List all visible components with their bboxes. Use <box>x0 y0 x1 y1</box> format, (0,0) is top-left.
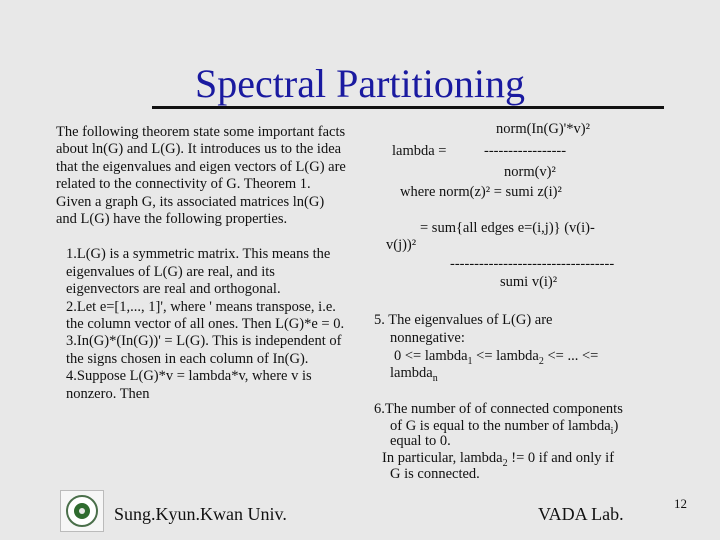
sum-line-2: v(j))² <box>386 237 417 253</box>
item-6-line-1: 6.The number of of connected components <box>374 401 623 417</box>
lambda-label: lambda = <box>392 143 447 159</box>
page-number: 12 <box>674 496 687 511</box>
sum-fraction-bar: ---------------------------------- <box>450 256 615 272</box>
item-5-line-4: lambda$_n$ <box>390 365 438 384</box>
right-column <box>360 0 660 540</box>
item-5-line-3: 0 <= lambda$_1$ <= lambda$_2$ <= ... <= <box>394 348 599 367</box>
sum-denominator: sumi v(i)² <box>500 274 558 290</box>
formula-numerator: norm(In(G)'*v)² <box>496 121 590 137</box>
list-item: 2.Let e=[1,..., 1]', where ' means transpose, i.e. the column vector of all ones. Then L(G)*e = 0. <box>66 298 345 333</box>
sum-line-1: = sum{all edges e=(i,j)} (v(i)- <box>420 220 595 236</box>
footer-lab: VADA Lab. <box>538 504 624 524</box>
item-5-line-2: nonnegative: <box>390 330 465 346</box>
footer-university: Sung.Kyun.Kwan Univ. <box>114 504 287 524</box>
fraction-bar: ----------------- <box>484 143 567 159</box>
university-logo <box>60 490 104 532</box>
item-6-line-2: of G is equal to the number of lambda$_i$) <box>390 418 619 437</box>
formula-denominator: norm(v)² <box>504 164 556 180</box>
list-item: 3.In(G)*(In(G))' = L(G). This is independent of the signs chosen in each column of In(G). <box>66 333 342 367</box>
where-line: where norm(z)² = sumi z(i)² <box>400 184 562 200</box>
list-item: 1.L(G) is a symmetric matrix. This means the eigenvalues of L(G) are real, and its eigenvectors are real and orthogonal. <box>66 246 331 298</box>
intro-paragraph: The following theorem state some important facts about ln(G) and L(G). It introduces us to the idea that the eigenvalues and eigen vectors of L(G) are related to the connectivity of G. Theorem 1. Given a graph G, its associated matrices ln(G) and L(G) have the following properties. <box>56 124 346 228</box>
item-6-line-4: In particular, lambda$_2$ != 0 if and only if <box>382 450 615 469</box>
item-6-line-5: G is connected. <box>390 466 480 482</box>
left-column <box>56 124 346 403</box>
list-item: 4.Suppose L(G)*v = lambda*v, where v is nonzero. Then <box>66 368 312 402</box>
slide-title: Spectral Partitioning <box>195 61 525 106</box>
item-6-line-3: equal to 0. <box>390 433 451 449</box>
item-5-line-1: 5. The eigenvalues of L(G) are <box>374 312 553 328</box>
